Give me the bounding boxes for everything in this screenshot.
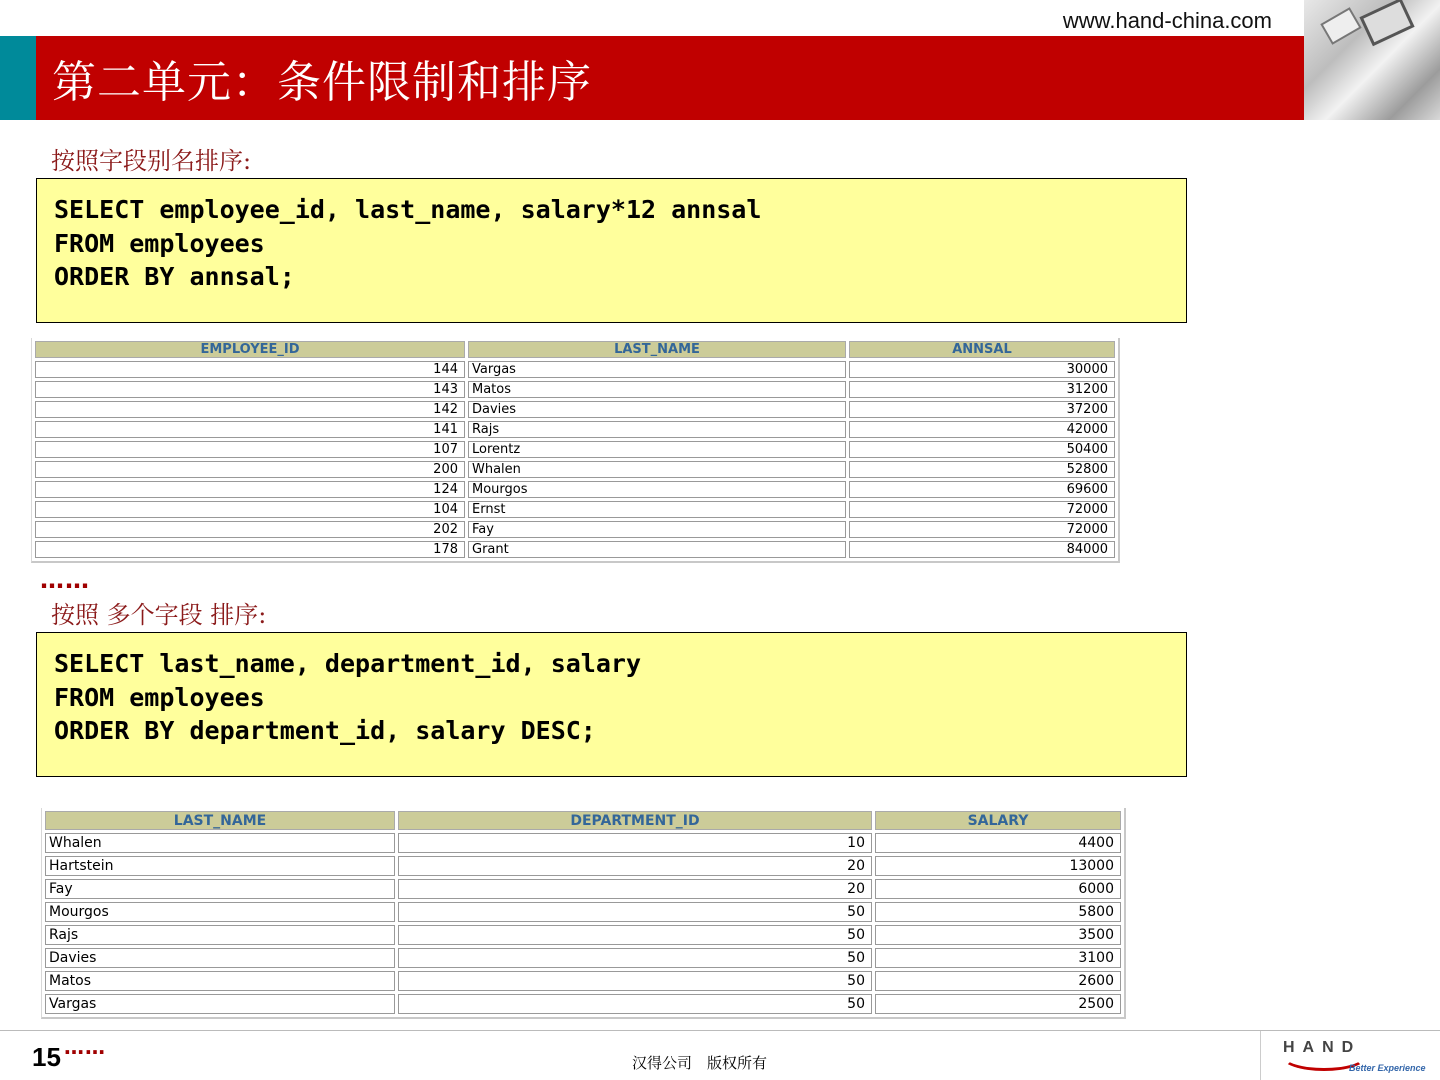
- table-row: [35, 421, 1115, 438]
- column-header: DEPARTMENT_ID: [398, 811, 872, 830]
- table-row: [45, 925, 1121, 945]
- table-cell: 2600: [875, 971, 1121, 991]
- table-cell: 20: [398, 856, 872, 876]
- table-cell: Rajs: [45, 925, 395, 945]
- sql-line: SELECT employee_id, last_name, salary*12 annsal: [54, 195, 762, 224]
- table-cell: 42000: [849, 421, 1115, 438]
- table-cell: 141: [35, 421, 465, 438]
- column-header: LAST_NAME: [45, 811, 395, 830]
- table-cell: Rajs: [468, 421, 846, 438]
- slide-title: 第二单元：条件限制和排序: [52, 57, 592, 108]
- table-cell: 107: [35, 441, 465, 458]
- column-header: EMPLOYEE_ID: [35, 341, 465, 358]
- column-header: ANNSAL: [849, 341, 1115, 358]
- table-row: [35, 461, 1115, 478]
- table-cell: Hartstein: [45, 856, 395, 876]
- table-cell: 72000: [849, 501, 1115, 518]
- section2-label: 按照 多个字段 排序:: [51, 601, 267, 629]
- table-cell: 3100: [875, 948, 1121, 968]
- website-url: www.hand-china.com: [1062, 8, 1272, 33]
- table-cell: Davies: [45, 948, 395, 968]
- table-cell: 50: [398, 948, 872, 968]
- table-cell: 50: [398, 925, 872, 945]
- table-cell: 72000: [849, 521, 1115, 538]
- table-cell: Whalen: [45, 833, 395, 853]
- table-cell: 6000: [875, 879, 1121, 899]
- table-row: [35, 521, 1115, 538]
- table-cell: 31200: [849, 381, 1115, 398]
- result-table-annsal: [31, 338, 1120, 563]
- table-cell: 50: [398, 902, 872, 922]
- table-cell: 178: [35, 541, 465, 558]
- table-cell: 50400: [849, 441, 1115, 458]
- table-row: [45, 879, 1121, 899]
- table-cell: Mourgos: [45, 902, 395, 922]
- logo-tagline: Better Experience: [1349, 1063, 1426, 1073]
- table-cell: 142: [35, 401, 465, 418]
- sql-line: ORDER BY annsal;: [54, 262, 295, 291]
- table-row: [35, 481, 1115, 498]
- section1-label: 按照字段别名排序:: [51, 147, 252, 175]
- copyright-text: 汉得公司 版权所有: [632, 1054, 768, 1072]
- table-cell: Ernst: [468, 501, 846, 518]
- page-number: 15: [32, 1042, 61, 1072]
- table-cell: Matos: [45, 971, 395, 991]
- table-cell: 200: [35, 461, 465, 478]
- sql-line: FROM employees: [54, 228, 265, 258]
- table-row: [45, 948, 1121, 968]
- table-row: [35, 541, 1115, 558]
- sql-line: FROM employees: [54, 682, 265, 712]
- sql-line: SELECT last_name, department_id, salary: [54, 649, 641, 678]
- table-cell: Whalen: [468, 461, 846, 478]
- table-cell: 124: [35, 481, 465, 498]
- table-row: [45, 994, 1121, 1014]
- table-cell: Matos: [468, 381, 846, 398]
- table-cell: 13000: [875, 856, 1121, 876]
- table-cell: Vargas: [45, 994, 395, 1014]
- table-cell: 2500: [875, 994, 1121, 1014]
- table-cell: Lorentz: [468, 441, 846, 458]
- table-row: [35, 501, 1115, 518]
- table-cell: Mourgos: [468, 481, 846, 498]
- table-cell: 30000: [849, 361, 1115, 378]
- keyboard-image: [1304, 0, 1440, 120]
- sql-box-multi-sort: [36, 632, 1187, 777]
- table-cell: 20: [398, 879, 872, 899]
- hand-logo: [1260, 1031, 1440, 1080]
- table-cell: 69600: [849, 481, 1115, 498]
- column-header: SALARY: [875, 811, 1121, 830]
- table-cell: 10: [398, 833, 872, 853]
- table-row: [35, 361, 1115, 378]
- table-cell: Grant: [468, 541, 846, 558]
- table-cell: 5800: [875, 902, 1121, 922]
- ellipsis: ……: [40, 566, 90, 594]
- table-cell: 50: [398, 994, 872, 1014]
- table-cell: Fay: [468, 521, 846, 538]
- table-cell: 3500: [875, 925, 1121, 945]
- sql-box-alias-sort: [36, 178, 1187, 323]
- table-row: [35, 441, 1115, 458]
- table-row: [45, 833, 1121, 853]
- table-cell: 104: [35, 501, 465, 518]
- result-table-salary: [41, 808, 1126, 1019]
- table-cell: 50: [398, 971, 872, 991]
- table-cell: 37200: [849, 401, 1115, 418]
- footer-divider: [0, 1030, 1440, 1031]
- table-cell: Vargas: [468, 361, 846, 378]
- table-row: [45, 902, 1121, 922]
- ellipsis: ……: [64, 1035, 106, 1059]
- sql-line: ORDER BY department_id, salary DESC;: [54, 716, 596, 745]
- table-cell: 52800: [849, 461, 1115, 478]
- table-row: [45, 856, 1121, 876]
- table-cell: 144: [35, 361, 465, 378]
- accent-bar: [0, 36, 36, 120]
- table-row: [35, 401, 1115, 418]
- table-cell: 202: [35, 521, 465, 538]
- table-row: [45, 971, 1121, 991]
- table-cell: Fay: [45, 879, 395, 899]
- logo-text: HAND: [1283, 1039, 1362, 1056]
- table-cell: 143: [35, 381, 465, 398]
- table-cell: 4400: [875, 833, 1121, 853]
- column-header: LAST_NAME: [468, 341, 846, 358]
- table-cell: 84000: [849, 541, 1115, 558]
- table-row: [35, 381, 1115, 398]
- table-cell: Davies: [468, 401, 846, 418]
